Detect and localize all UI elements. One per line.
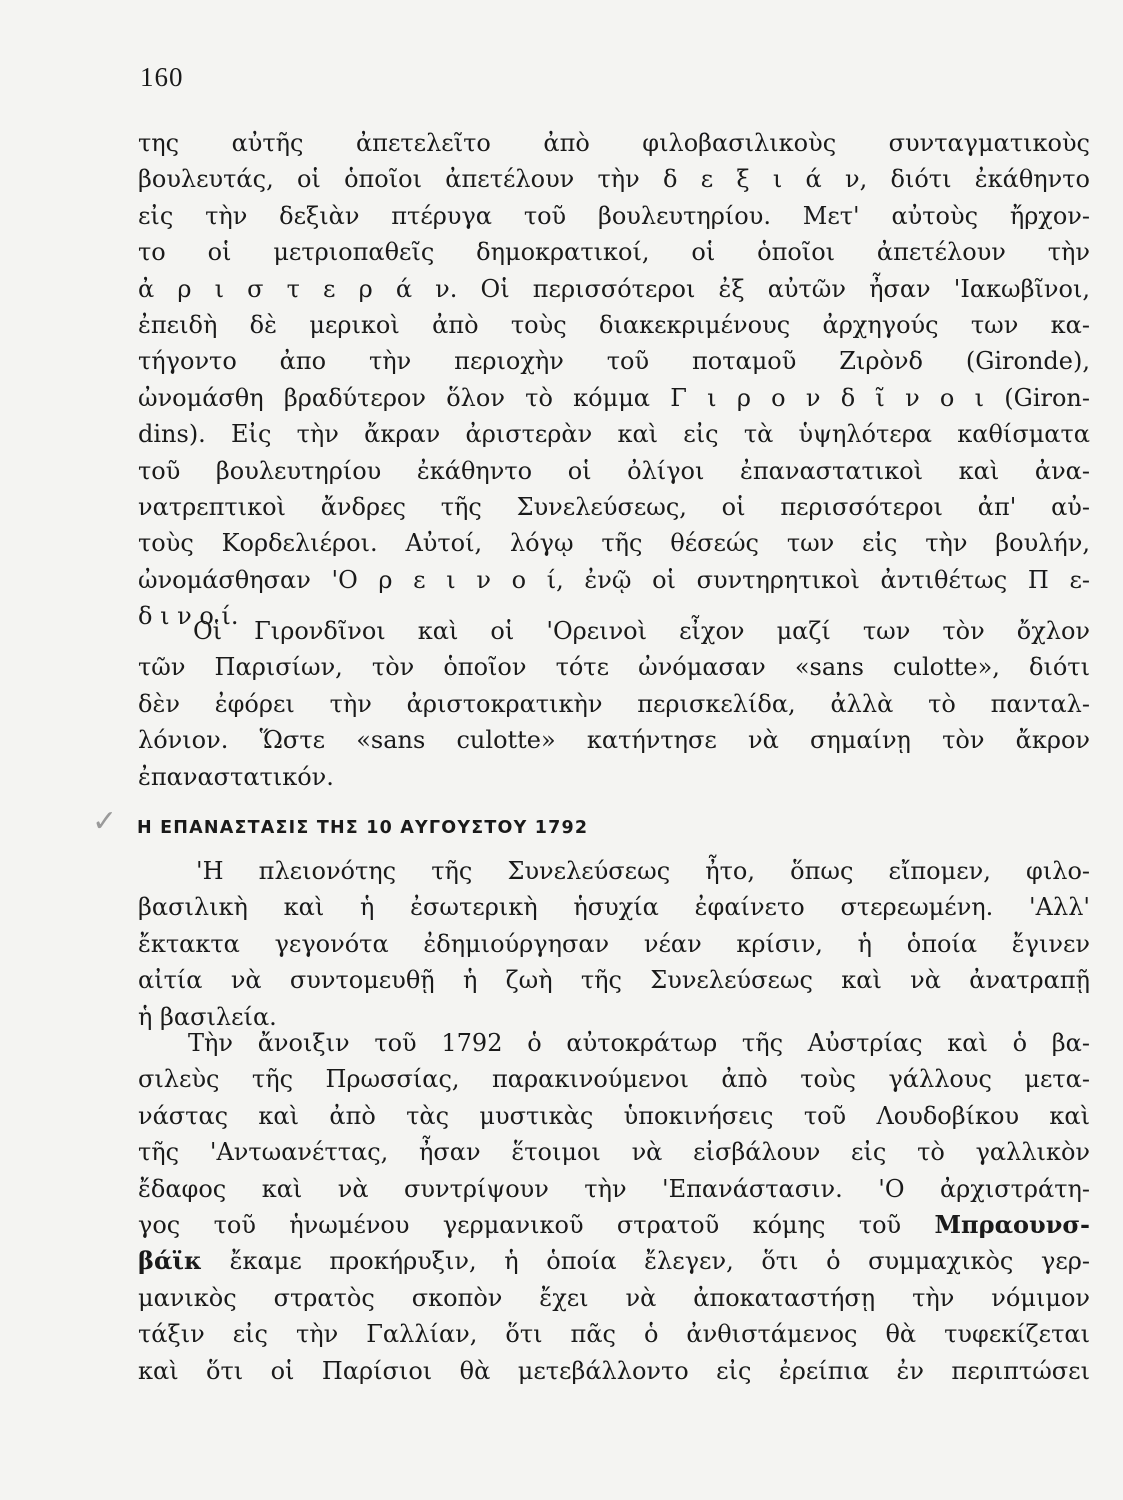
- text-line: τῆς 'Αντωανέττας, ἦσαν ἕτοιμοι νὰ εἰσβάλουν εἰς τὸ γαλλικὸν: [138, 1138, 1090, 1167]
- section-heading: Η ΕΠΑΝΑΣΤΑΣΙΣ ΤΗΣ 10 ΑΥΓΟΥΣΤΟΥ 1792: [137, 818, 589, 838]
- text-line: νάστας καὶ ἀπὸ τὰς μυστικὰς ὑποκινήσεις τοῦ Λουδοβίκου καὶ: [138, 1101, 1090, 1130]
- text-line: καὶ ὅτι οἱ Παρίσιοι θὰ μετεβάλλοντο εἰς ἐρείπια ἐν περιπτώσει: [138, 1356, 1090, 1385]
- text-line: [138, 1243, 1090, 1279]
- paragraph-1: [138, 125, 1090, 634]
- text-line: ἡ βασιλεία.: [138, 1002, 277, 1031]
- text-line: τοῦ βουλευτηρίου ἐκάθηντο οἱ ὀλίγοι ἐπαναστατικοὶ καὶ ἀνα-: [138, 456, 1090, 485]
- text-line: τήγοντο ἀπο τὴν περιοχὴν τοῦ ποταμοῦ Ζιρὸνδ (Gironde),: [138, 347, 1090, 376]
- text-line: βασιλικὴ καὶ ἡ ἐσωτερικὴ ἡσυχία ἐφαίνετο στερεωμένη. 'Αλλ': [138, 893, 1090, 922]
- text-line: αἰτία νὰ συντομευθῇ ἡ ζωὴ τῆς Συνελεύσεως καὶ νὰ ἀνατραπῇ: [138, 966, 1090, 995]
- text-line: το οἱ μετριοπαθεῖς δημοκρατικοί, οἱ ὁποῖοι ἀπετέλουν τὴν: [138, 238, 1090, 267]
- text-line: ἐπειδὴ δὲ μερικοὶ ἀπὸ τοὺς διακεκριμένους ἀρχηγούς των κα-: [138, 310, 1090, 339]
- paragraph-4: [138, 1025, 1090, 1389]
- text-line: εἰς τὴν δεξιὰν πτέρυγα τοῦ βουλευτηρίου. Μετ' αὐτοὺς ἤρχον-: [138, 201, 1090, 230]
- pencil-check-mark-icon: ✓: [92, 804, 118, 839]
- text-line: νατρεπτικοὶ ἄνδρες τῆς Συνελεύσεως, οἱ περισσότεροι ἀπ' αὐ-: [138, 492, 1090, 521]
- text-line: ἔκτακτα γεγονότα ἐδημιούργησαν νέαν κρίσιν, ἡ ὁποία ἔγινεν: [138, 929, 1090, 958]
- paragraph-2: [138, 613, 1090, 795]
- text-line: βουλευτάς, οἱ ὁποῖοι ἀπετέλουν τὴν δ ε ξ ι ά ν, διότι ἐκάθηντο: [138, 165, 1090, 194]
- text-line: ὠνομάσθη βραδύτερον ὅλον τὸ κόμμα Γ ι ρ ο ν δ ῖ ν ο ι (Giron-: [138, 383, 1090, 412]
- text-line: τάξιν εἰς τὴν Γαλλίαν, ὅτι πᾶς ὁ ἀνθιστάμενος θὰ τυφεκίζεται: [138, 1320, 1090, 1349]
- text-line: Τὴν ἄνοιξιν τοῦ 1792 ὁ αὐτοκράτωρ τῆς Αὐστρίας καὶ ὁ βα-: [188, 1029, 1090, 1057]
- text-line: [138, 1207, 1090, 1243]
- paragraph-3: [138, 853, 1090, 1035]
- text-line: τοὺς Κορδελιέροι. Αὐτοί, λόγῳ τῆς θέσεώς των εἰς τὴν βουλήν,: [138, 529, 1090, 558]
- bold-name: Μπραουνσ-: [934, 1209, 1090, 1239]
- text-line: λόνιον. Ὥστε «sans culotte» κατήντησε νὰ σημαίνῃ τὸν ἄκρον: [138, 726, 1090, 755]
- text-line: δ ι ν ο ί.: [138, 602, 239, 631]
- text-line: δὲν ἐφόρει τὴν ἀριστοκρατικὴν περισκελίδα, ἀλλὰ τὸ πανταλ-: [138, 689, 1090, 718]
- text-segment: ἔκαμε προκήρυξιν, ἡ ὁποία ἔλεγεν, ὅτι ὁ συμμαχικὸς γερ-: [202, 1247, 1090, 1276]
- text-line: Οἱ Γιρονδῖνοι καὶ οἱ 'Ορεινοὶ εἶχον μαζί των τὸν ὄχλον: [193, 617, 1090, 645]
- text-line: 'Η πλειονότης τῆς Συνελεύσεως ἦτο, ὅπως εἴπομεν, φιλο-: [196, 857, 1090, 885]
- text-line: σιλεὺς τῆς Πρωσσίας, παρακινούμενοι ἀπὸ τοὺς γάλλους μετα-: [138, 1065, 1090, 1094]
- text-segment: γος τοῦ ἡνωμένου γερμανικοῦ στρατοῦ κόμης τοῦ: [138, 1210, 935, 1239]
- text-line: ὠνομάσθησαν 'Ο ρ ε ι ν ο ί, ἐνῷ οἱ συντηρητικοὶ ἀντιθέτως Π ε-: [138, 565, 1090, 594]
- page-number: 160: [140, 62, 184, 92]
- text-line: ἔδαφος καὶ νὰ συντρίψουν τὴν 'Επανάστασιν. 'Ο ἀρχιστράτη-: [138, 1174, 1090, 1203]
- text-line: μανικὸς στρατὸς σκοπὸν ἔχει νὰ ἀποκαταστήσῃ τὴν νόμιμον: [138, 1283, 1090, 1312]
- text-line: τῶν Παρισίων, τὸν ὁποῖον τότε ὠνόμασαν «sans culotte», διότι: [138, 653, 1090, 682]
- text-line: dins). Εἰς τὴν ἄκραν ἀριστερὰν καὶ εἰς τὰ ὑψηλότερα καθίσματα: [138, 420, 1090, 449]
- bold-name: βάϊκ: [138, 1246, 203, 1276]
- text-line: ἀ ρ ι σ τ ε ρ ά ν. Οἱ περισσότεροι ἐξ αὐτῶν ἦσαν 'Ιακωβῖνοι,: [138, 274, 1090, 303]
- text-line: ἐπαναστατικόν.: [138, 762, 334, 791]
- text-line: της αὐτῆς ἀπετελεῖτο ἀπὸ φιλοβασιλικοὺς συνταγματικοὺς: [138, 129, 1090, 157]
